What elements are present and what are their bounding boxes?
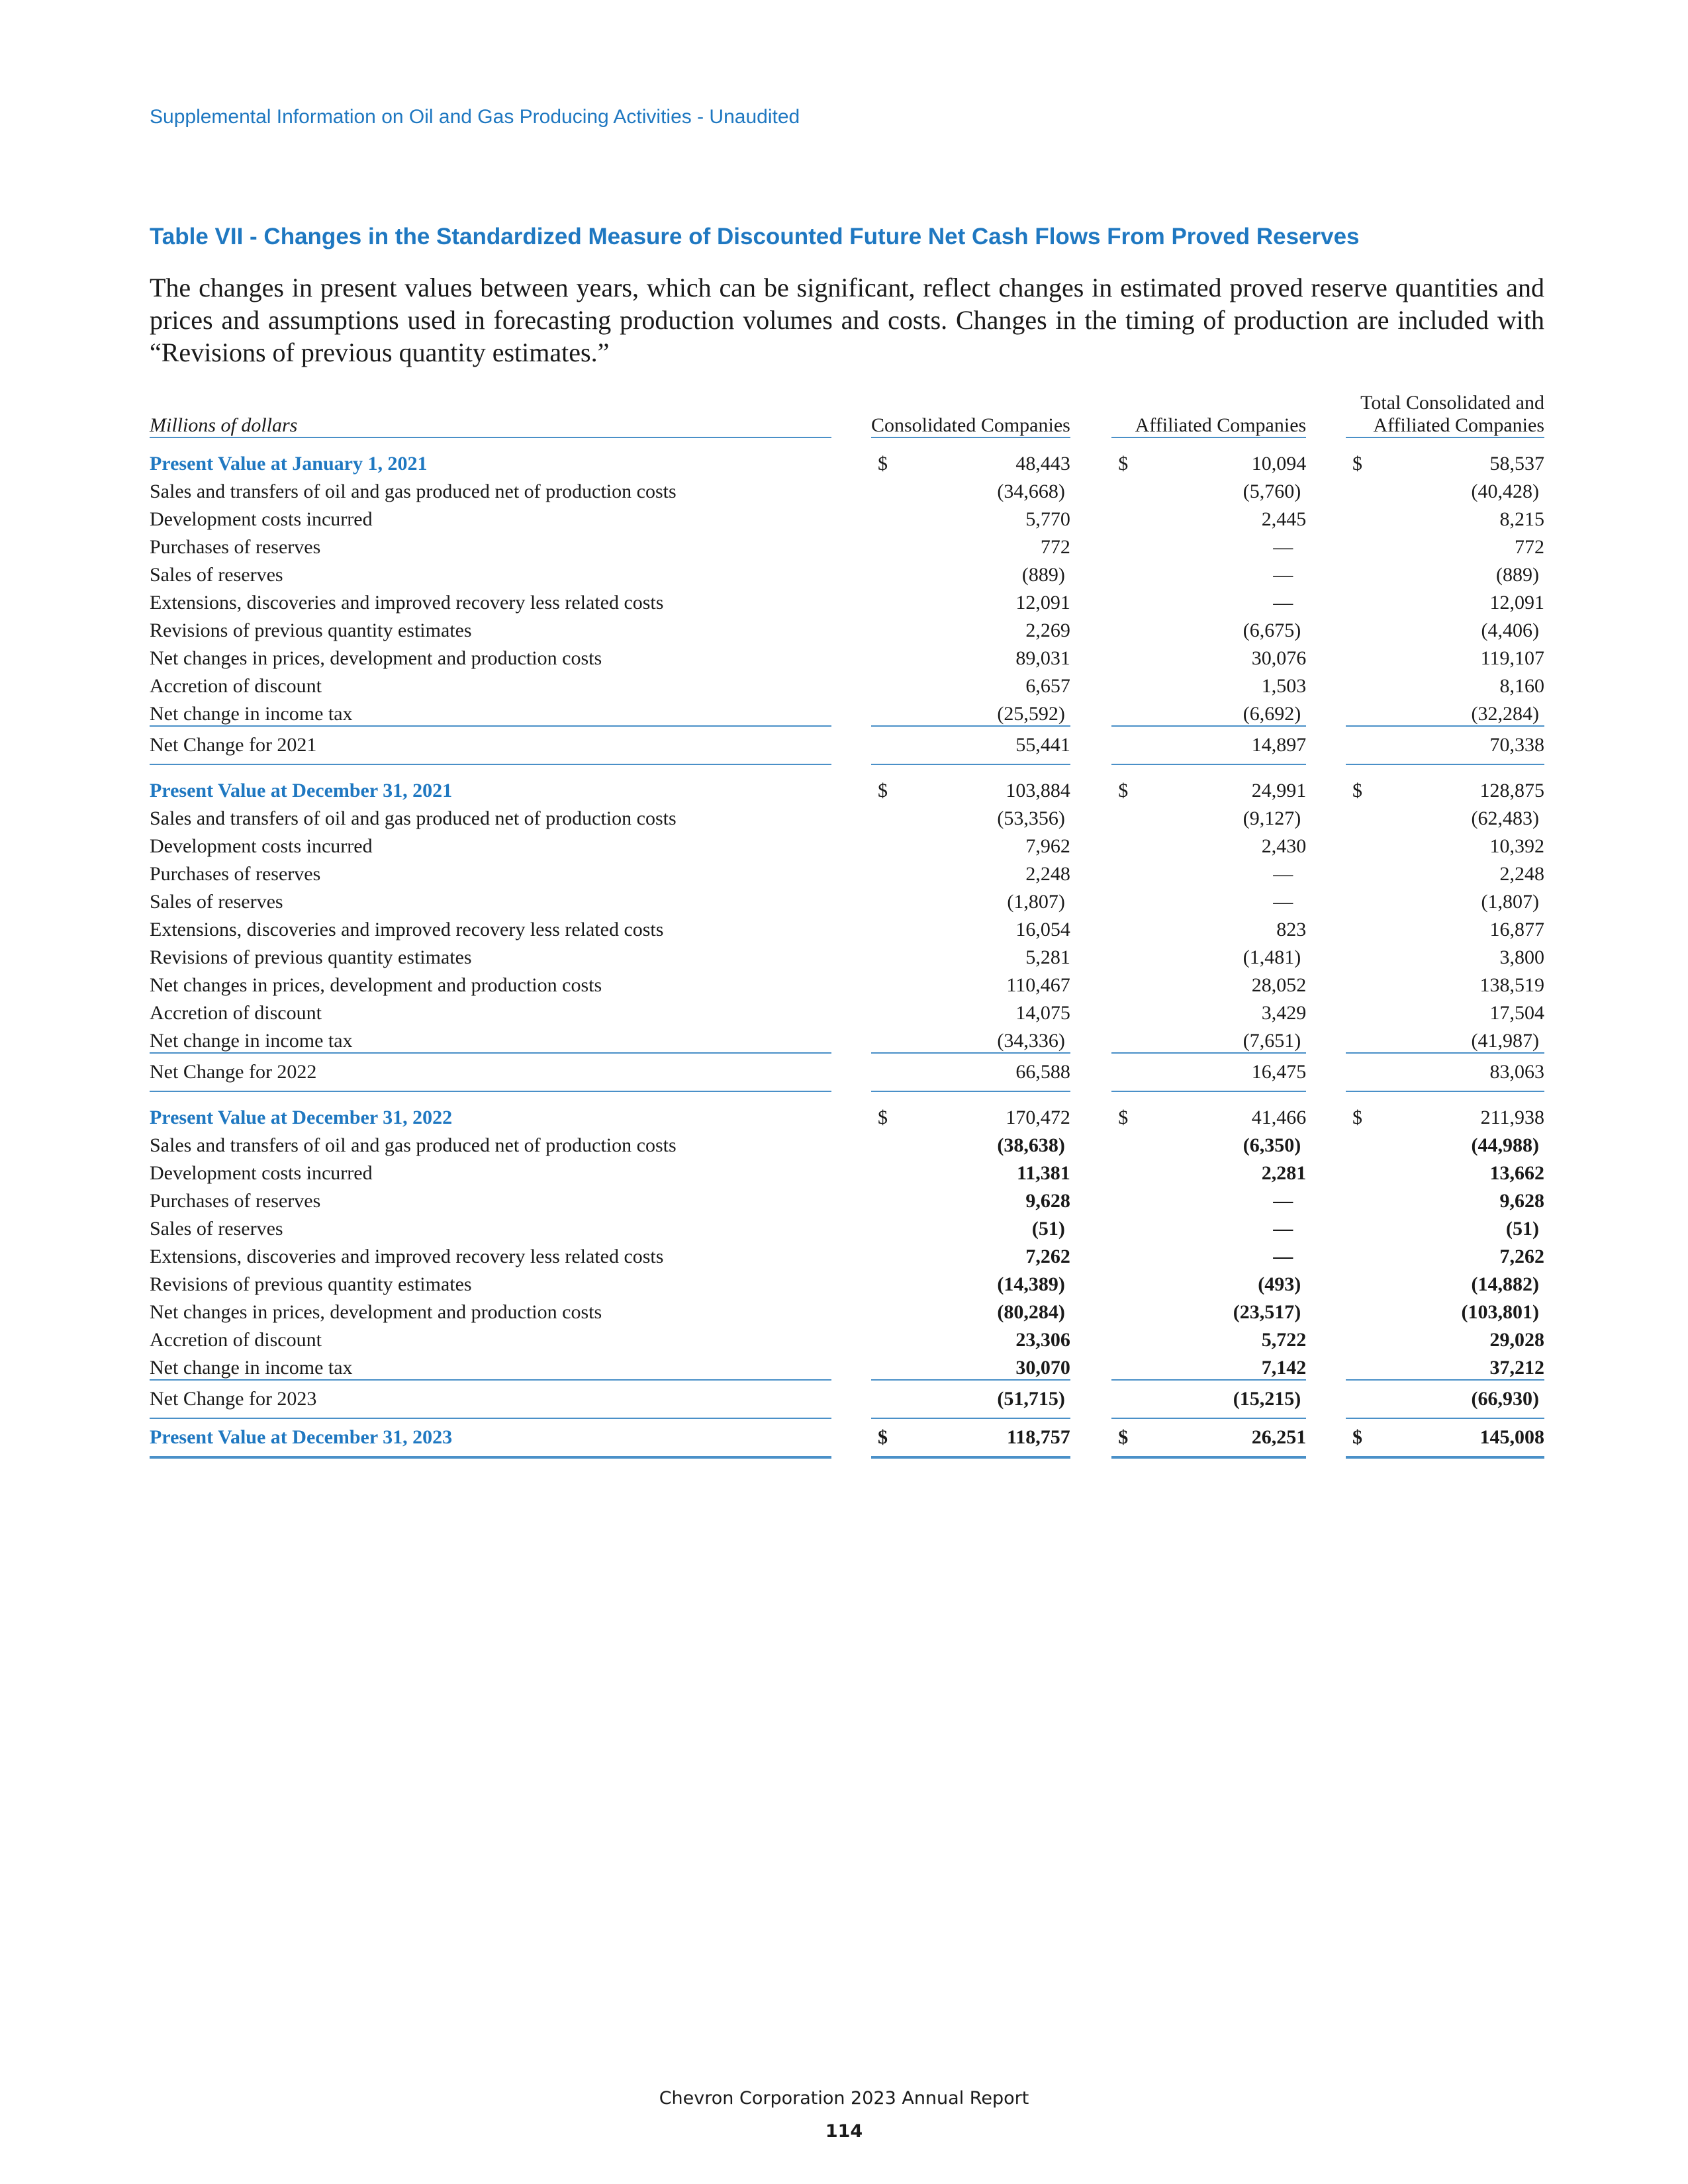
value-cell	[1111, 559, 1306, 586]
currency-symbol: $	[1352, 453, 1363, 475]
value-text: (25,592)	[997, 703, 1065, 725]
value-cell	[1111, 764, 1306, 802]
value-cell	[871, 858, 1070, 886]
table-row	[150, 941, 1544, 969]
value-text: 48,443	[1015, 453, 1070, 475]
row-label: Accretion of discount	[150, 1329, 322, 1351]
table-row	[150, 1296, 1544, 1324]
value-cell	[1346, 969, 1544, 997]
value-text: (1,481)	[1243, 946, 1301, 968]
currency-symbol: $	[1118, 1426, 1129, 1448]
value-text: (80,284)	[997, 1301, 1065, 1323]
value-cell	[1111, 858, 1306, 886]
value-text: —	[1273, 564, 1293, 586]
value-cell	[1111, 670, 1306, 698]
value-text: 128,875	[1479, 780, 1544, 801]
value-text: 12,091	[1015, 592, 1070, 614]
value-cell	[1346, 1024, 1544, 1053]
value-text: 26,251	[1251, 1426, 1307, 1448]
value-text: —	[1273, 891, 1293, 913]
value-text: 17,504	[1489, 1002, 1544, 1024]
row-label: Extensions, discoveries and improved recovery less related costs	[150, 919, 664, 940]
value-cell	[1346, 475, 1544, 503]
value-cell	[871, 1418, 1070, 1457]
table-row	[150, 1324, 1544, 1351]
value-cell	[1346, 1129, 1544, 1157]
table-row	[150, 698, 1544, 726]
row-label: Development costs incurred	[150, 835, 373, 857]
value-text: —	[1273, 1190, 1293, 1212]
value-cell	[1111, 1185, 1306, 1212]
value-text: 29,028	[1489, 1329, 1544, 1351]
table-row	[150, 886, 1544, 913]
value-cell	[1111, 437, 1306, 475]
value-text: (889)	[1021, 564, 1065, 586]
value-cell	[1346, 642, 1544, 670]
value-text: 14,897	[1251, 734, 1307, 756]
value-cell	[871, 1296, 1070, 1324]
table-row	[150, 858, 1544, 886]
value-cell	[871, 969, 1070, 997]
value-cell	[871, 941, 1070, 969]
row-label: Sales of reserves	[150, 1218, 283, 1240]
value-text: —	[1273, 1246, 1293, 1267]
table-row	[150, 1240, 1544, 1268]
value-cell	[1111, 1240, 1306, 1268]
row-label: Accretion of discount	[150, 1002, 322, 1024]
value-cell	[1346, 437, 1544, 475]
value-cell	[1111, 1053, 1306, 1091]
row-label: Sales and transfers of oil and gas produced net of production costs	[150, 1134, 677, 1156]
table-body	[150, 437, 1544, 1457]
value-cell	[871, 559, 1070, 586]
row-label: Extensions, discoveries and improved recovery less related costs	[150, 592, 664, 614]
net-change-row	[150, 726, 1544, 764]
value-text: 110,467	[1006, 974, 1070, 996]
net-change-row	[150, 1053, 1544, 1091]
value-text: (103,801)	[1461, 1301, 1539, 1323]
row-label: Revisions of previous quantity estimates	[150, 1273, 472, 1295]
value-cell	[1346, 764, 1544, 802]
value-cell	[871, 1053, 1070, 1091]
value-cell	[1111, 1268, 1306, 1296]
table-row	[150, 969, 1544, 997]
table-row	[150, 642, 1544, 670]
column-header-total-text: Total Consolidated and Affiliated Companies	[1360, 392, 1544, 436]
value-cell	[1111, 586, 1306, 614]
value-cell	[1346, 726, 1544, 764]
value-cell	[871, 886, 1070, 913]
value-cell	[871, 1024, 1070, 1053]
value-text: (889)	[1496, 564, 1539, 586]
table-row	[150, 1024, 1544, 1053]
value-cell	[1346, 1324, 1544, 1351]
value-cell	[1346, 670, 1544, 698]
value-text: 145,008	[1479, 1426, 1544, 1448]
currency-symbol: $	[1352, 780, 1363, 801]
present-value-row	[150, 1091, 1544, 1129]
row-label: Revisions of previous quantity estimates	[150, 946, 472, 968]
value-text: 55,441	[1015, 734, 1070, 756]
value-text: 211,938	[1480, 1107, 1544, 1128]
net-change-row	[150, 1380, 1544, 1418]
value-text: 2,248	[1499, 863, 1544, 885]
value-text: 9,628	[1499, 1190, 1544, 1212]
value-cell	[1111, 503, 1306, 531]
currency-symbol: $	[1352, 1107, 1363, 1128]
value-cell	[871, 586, 1070, 614]
value-text: 2,430	[1261, 835, 1307, 857]
value-cell	[1111, 531, 1306, 559]
value-cell	[871, 802, 1070, 830]
value-text: 70,338	[1489, 734, 1544, 756]
value-cell	[1111, 1351, 1306, 1380]
value-text: (5,760)	[1243, 480, 1301, 502]
row-label: Purchases of reserves	[150, 1190, 321, 1212]
value-text: 89,031	[1015, 647, 1070, 669]
row-label: Net change in income tax	[150, 1351, 831, 1380]
value-text: 10,392	[1489, 835, 1544, 857]
value-cell	[871, 764, 1070, 802]
value-text: (62,483)	[1471, 807, 1539, 829]
value-cell	[1111, 1212, 1306, 1240]
value-text: (9,127)	[1243, 807, 1301, 829]
value-text: (6,350)	[1243, 1134, 1301, 1156]
value-cell	[1346, 1157, 1544, 1185]
value-cell	[1111, 1296, 1306, 1324]
value-cell	[1346, 913, 1544, 941]
value-text: 8,160	[1499, 675, 1544, 697]
value-text: (53,356)	[997, 807, 1065, 829]
value-text: 12,091	[1489, 592, 1544, 614]
value-text: —	[1273, 592, 1293, 614]
value-cell	[1346, 698, 1544, 726]
row-label: Net change in income tax	[150, 1024, 831, 1053]
value-text: —	[1273, 536, 1293, 558]
value-cell	[1111, 1157, 1306, 1185]
value-cell	[871, 726, 1070, 764]
row-label: Extensions, discoveries and improved recovery less related costs	[150, 1246, 664, 1267]
value-cell	[871, 1212, 1070, 1240]
unit-label: Millions of dollars	[150, 392, 831, 437]
value-cell	[1346, 559, 1544, 586]
value-cell	[871, 1091, 1070, 1129]
intro-paragraph: The changes in present values between years, which can be significant, reflect changes in estimated proved reserve quantities and prices and assumptions used in forecasting production volumes and costs. Changes in the timing of production are included with “Revisions of previous quantity estimates.”	[150, 273, 1544, 367]
value-cell	[1111, 475, 1306, 503]
currency-symbol: $	[1118, 780, 1129, 801]
value-text: (23,517)	[1233, 1301, 1301, 1323]
value-text: (32,284)	[1471, 703, 1539, 725]
column-header-affiliated: Affiliated Companies	[1111, 392, 1306, 437]
value-text: 5,722	[1261, 1329, 1307, 1351]
row-label: Sales of reserves	[150, 564, 283, 586]
value-text: 5,770	[1025, 508, 1070, 530]
row-label: Present Value at December 31, 2022	[150, 1107, 453, 1128]
row-label: Sales of reserves	[150, 891, 283, 913]
value-cell	[1346, 1351, 1544, 1380]
currency-symbol: $	[1118, 1107, 1129, 1128]
row-label: Accretion of discount	[150, 675, 322, 697]
present-value-row	[150, 437, 1544, 475]
value-cell	[1346, 858, 1544, 886]
value-text: 8,215	[1499, 508, 1544, 530]
value-text: (51)	[1506, 1218, 1539, 1240]
value-text: 41,466	[1251, 1107, 1307, 1128]
value-cell	[1346, 1053, 1544, 1091]
value-text: 83,063	[1489, 1061, 1544, 1083]
value-text: (14,389)	[997, 1273, 1065, 1295]
value-cell	[1346, 531, 1544, 559]
currency-symbol: $	[1118, 453, 1129, 475]
row-label: Net Change for 2023	[150, 1380, 831, 1418]
value-text: 823	[1276, 919, 1307, 940]
value-text: 66,588	[1015, 1061, 1070, 1083]
value-text: 14,075	[1015, 1002, 1070, 1024]
value-text: 7,262	[1499, 1246, 1544, 1267]
value-cell	[871, 830, 1070, 858]
value-text: (40,428)	[1471, 480, 1539, 502]
value-cell	[871, 1268, 1070, 1296]
value-text: 170,472	[1006, 1107, 1070, 1128]
row-label: Sales and transfers of oil and gas produced net of production costs	[150, 480, 677, 502]
value-text: 28,052	[1251, 974, 1307, 996]
value-cell	[1346, 1380, 1544, 1418]
value-cell	[1346, 802, 1544, 830]
table-row	[150, 1212, 1544, 1240]
value-cell	[1111, 726, 1306, 764]
value-text: 16,054	[1015, 919, 1070, 940]
value-text: 1,503	[1261, 675, 1307, 697]
value-cell	[1346, 830, 1544, 858]
value-text: (51,715)	[997, 1388, 1065, 1410]
row-label: Sales and transfers of oil and gas produced net of production costs	[150, 807, 677, 829]
value-cell	[1111, 941, 1306, 969]
value-cell	[1111, 969, 1306, 997]
row-label: Net Change for 2021	[150, 726, 831, 764]
value-text: (66,930)	[1471, 1388, 1539, 1410]
value-text: 7,142	[1261, 1357, 1307, 1379]
value-cell	[1346, 1296, 1544, 1324]
value-cell	[871, 1380, 1070, 1418]
value-cell	[1111, 1380, 1306, 1418]
value-text: 138,519	[1479, 974, 1544, 996]
value-cell	[871, 1240, 1070, 1268]
value-text: 30,070	[1015, 1357, 1070, 1379]
value-text: (44,988)	[1471, 1134, 1539, 1156]
value-text: (38,638)	[997, 1134, 1065, 1156]
value-text: (1,807)	[1481, 891, 1539, 913]
value-cell	[1111, 642, 1306, 670]
standardized-measure-table	[150, 392, 1544, 1459]
value-cell	[1111, 830, 1306, 858]
value-text: 7,962	[1025, 835, 1070, 857]
value-cell	[1111, 997, 1306, 1024]
value-text: 9,628	[1025, 1190, 1070, 1212]
value-cell	[871, 531, 1070, 559]
value-cell	[871, 997, 1070, 1024]
value-text: 13,662	[1489, 1162, 1544, 1184]
table-row	[150, 614, 1544, 642]
row-label: Purchases of reserves	[150, 863, 321, 885]
value-cell	[871, 437, 1070, 475]
value-text: 2,269	[1025, 619, 1070, 641]
row-label: Present Value at December 31, 2023	[150, 1418, 831, 1457]
value-cell	[1346, 586, 1544, 614]
table-row	[150, 475, 1544, 503]
value-cell	[871, 1185, 1070, 1212]
value-cell	[871, 475, 1070, 503]
value-text: (6,675)	[1243, 619, 1301, 641]
value-text: (34,668)	[997, 480, 1065, 502]
value-text: 16,475	[1251, 1061, 1307, 1083]
table-row	[150, 830, 1544, 858]
value-text: (4,406)	[1481, 619, 1539, 641]
value-cell	[1111, 886, 1306, 913]
table-row	[150, 997, 1544, 1024]
value-cell	[1111, 1024, 1306, 1053]
value-cell	[1346, 1212, 1544, 1240]
value-text: 118,757	[1006, 1426, 1070, 1448]
value-text: (41,987)	[1471, 1030, 1539, 1052]
value-text: 103,884	[1006, 780, 1070, 801]
value-cell	[871, 670, 1070, 698]
row-label: Net change in income tax	[150, 698, 831, 726]
value-cell	[1346, 1418, 1544, 1457]
value-text: (7,651)	[1243, 1030, 1301, 1052]
value-cell	[871, 642, 1070, 670]
value-cell	[1111, 1091, 1306, 1129]
value-text: 5,281	[1025, 946, 1070, 968]
currency-symbol: $	[878, 1426, 888, 1448]
value-text: (15,215)	[1233, 1388, 1301, 1410]
table-row	[150, 531, 1544, 559]
currency-symbol: $	[878, 1107, 888, 1128]
value-text: 24,991	[1251, 780, 1307, 801]
value-cell	[1346, 614, 1544, 642]
value-text: 23,306	[1015, 1329, 1070, 1351]
value-text: 16,877	[1489, 919, 1544, 940]
value-cell	[1346, 1240, 1544, 1268]
value-cell	[871, 1324, 1070, 1351]
currency-symbol: $	[1352, 1426, 1363, 1448]
value-text: 6,657	[1025, 675, 1070, 697]
row-label: Development costs incurred	[150, 508, 373, 530]
currency-symbol: $	[878, 453, 888, 475]
value-text: 58,537	[1489, 453, 1544, 475]
value-text: 3,429	[1261, 1002, 1307, 1024]
table-row	[150, 1157, 1544, 1185]
final-present-value-row	[150, 1418, 1544, 1457]
value-text: (493)	[1258, 1273, 1301, 1295]
value-cell	[1111, 614, 1306, 642]
value-text: 3,800	[1499, 946, 1544, 968]
column-header-consolidated: Consolidated Companies	[871, 392, 1070, 437]
value-cell	[1346, 1185, 1544, 1212]
table-row	[150, 670, 1544, 698]
table-title: Table VII - Changes in the Standardized Measure of Discounted Future Net Cash Flows From Proved Reserves	[150, 224, 1360, 250]
value-cell	[1346, 1268, 1544, 1296]
value-text: (51)	[1031, 1218, 1065, 1240]
value-text: (1,807)	[1007, 891, 1065, 913]
table-row	[150, 913, 1544, 941]
value-text: (34,336)	[997, 1030, 1065, 1052]
row-label: Net changes in prices, development and production costs	[150, 974, 602, 996]
value-text: 30,076	[1251, 647, 1307, 669]
value-cell	[1111, 913, 1306, 941]
value-cell	[1346, 886, 1544, 913]
table-row	[150, 1129, 1544, 1157]
present-value-row	[150, 764, 1544, 802]
value-cell	[871, 913, 1070, 941]
value-cell	[1346, 503, 1544, 531]
table-row	[150, 1268, 1544, 1296]
value-cell	[1111, 1418, 1306, 1457]
table-row	[150, 802, 1544, 830]
page-number: 114	[825, 2121, 863, 2142]
value-text: 772	[1515, 536, 1544, 558]
table-row	[150, 1351, 1544, 1380]
value-cell	[871, 1129, 1070, 1157]
value-text: —	[1273, 863, 1293, 885]
row-label: Net Change for 2022	[150, 1053, 831, 1091]
value-text: 10,094	[1251, 453, 1307, 475]
value-cell	[1111, 802, 1306, 830]
currency-symbol: $	[878, 780, 888, 801]
value-cell	[1346, 941, 1544, 969]
value-cell	[1346, 997, 1544, 1024]
value-cell	[871, 1157, 1070, 1185]
value-text: —	[1273, 1218, 1293, 1240]
table-row	[150, 1185, 1544, 1212]
value-cell	[1111, 1324, 1306, 1351]
footer-report-name: Chevron Corporation 2023 Annual Report	[659, 2088, 1029, 2109]
value-text: 2,445	[1261, 508, 1307, 530]
value-text: 772	[1040, 536, 1070, 558]
value-text: (14,882)	[1471, 1273, 1539, 1295]
value-text: 11,381	[1016, 1162, 1070, 1184]
value-cell	[1111, 1129, 1306, 1157]
table-row	[150, 503, 1544, 531]
row-label: Net changes in prices, development and production costs	[150, 1301, 602, 1323]
table-header-row	[150, 392, 1544, 437]
table-row	[150, 586, 1544, 614]
value-text: 2,281	[1261, 1162, 1307, 1184]
value-text: 7,262	[1025, 1246, 1070, 1267]
row-label: Purchases of reserves	[150, 536, 321, 558]
value-cell	[871, 1351, 1070, 1380]
row-label: Present Value at January 1, 2021	[150, 453, 428, 475]
value-text: 37,212	[1489, 1357, 1544, 1379]
value-text: (6,692)	[1243, 703, 1301, 725]
row-label: Present Value at December 31, 2021	[150, 780, 453, 801]
value-cell	[871, 614, 1070, 642]
row-label: Revisions of previous quantity estimates	[150, 619, 472, 641]
value-cell	[1346, 1091, 1544, 1129]
row-label: Net changes in prices, development and production costs	[150, 647, 602, 669]
value-text: 2,248	[1025, 863, 1070, 885]
page-header: Supplemental Information on Oil and Gas Producing Activities - Unaudited	[150, 106, 800, 128]
value-cell	[1111, 698, 1306, 726]
column-header-total	[1346, 392, 1544, 437]
table-row	[150, 559, 1544, 586]
value-cell	[871, 698, 1070, 726]
row-label: Development costs incurred	[150, 1162, 373, 1184]
value-text: 119,107	[1480, 647, 1544, 669]
value-cell	[871, 503, 1070, 531]
